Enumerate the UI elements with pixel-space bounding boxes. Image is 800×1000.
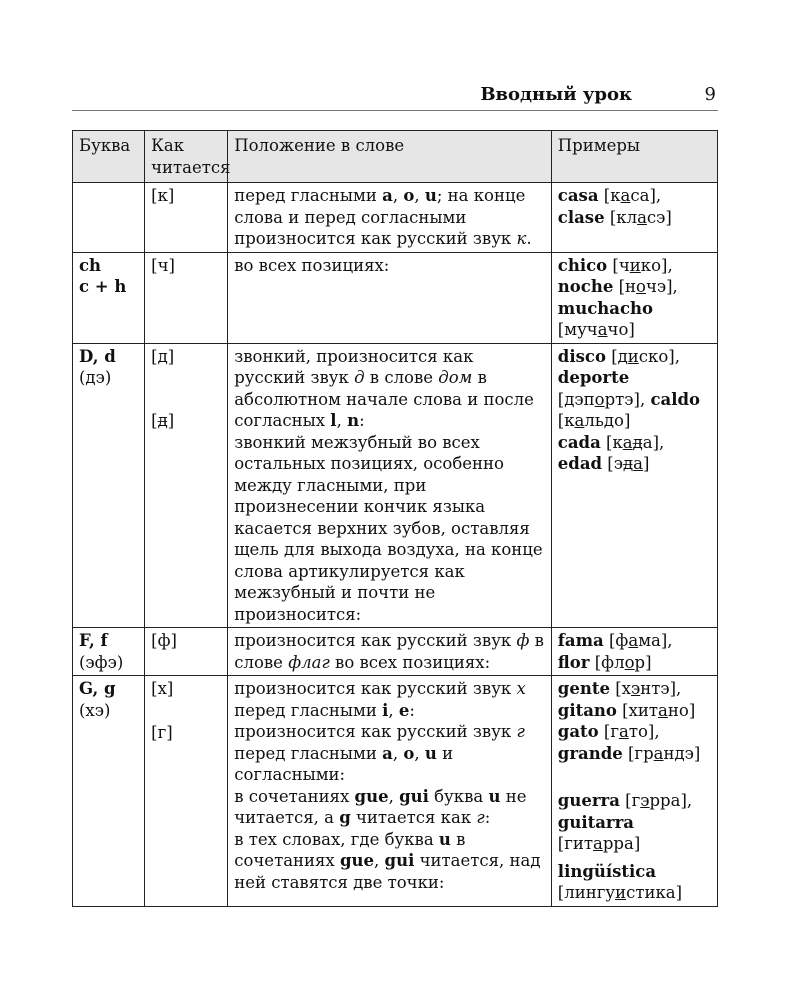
example-item: gitano [хитано] [557, 700, 696, 720]
sound-cell: [х] [г] [145, 676, 228, 907]
example-item: lingüística [лингуистика] [557, 861, 683, 902]
page-number: 9 [704, 84, 716, 105]
example-item: gente [хэнтэ], [557, 679, 682, 698]
col-header-position: Положение в слове [228, 131, 552, 183]
sound-cell: [ф] [145, 628, 228, 676]
examples-cell [551, 183, 717, 253]
example-item: noche [ночэ], [557, 277, 678, 296]
table-row-d [73, 343, 718, 628]
example-item: gato [гато], [557, 722, 660, 741]
letter-cell [73, 183, 145, 253]
example-item: muchacho [мучачо] [557, 298, 654, 339]
example-item: caldo [кальдо] [557, 389, 701, 430]
col-header-reading: Как читается [145, 131, 228, 183]
col-header-examples: Примеры [551, 131, 717, 183]
example-item: guitarra [гитарра] [557, 812, 641, 853]
example-item: flor [флор] [557, 652, 652, 672]
table-header-row [73, 131, 718, 183]
position-cell: произносится как русский звук х перед гласными i, e: произносится как русский звук г перед гласными a, o, u и согласными: в сочетаниях gue, gui буква u не читается, а g читается как г: в тех словах, где буква u в сочетаниях gue, gui читается, над ней ставятся две точки: [228, 676, 552, 907]
position-cell: произносится как русский звук ф в слове флаг во всех позициях: [228, 628, 552, 676]
examples-cell [551, 252, 717, 343]
pronunciation-table [72, 130, 718, 907]
example-item: cada [кад̶а], [557, 432, 665, 452]
examples-cell [551, 676, 717, 907]
example-item: deporte [дэпортэ], [557, 368, 646, 409]
sound-cell: [к] [145, 183, 228, 253]
table-row-ch [73, 252, 718, 343]
position-cell: звонкий, произносится как русский звук д в слове дом в абсолютном начале слова и после согласных l, n: звонкий межзубный во всех остальных позициях, особенно между гласными, при произнесении кончик языка касается верхних зубов, оставляя щель для выхода воздуха, на конце слова артикулируется как межзубный и почти не произносится: [228, 343, 552, 628]
example-item: clase [класэ] [557, 207, 672, 227]
example-item: guerra [гэрра], [557, 791, 693, 810]
sound-cell: [д] [д̶] [145, 343, 228, 628]
letter-cell: G, g (хэ) [73, 676, 145, 907]
letter-cell: ch c + h [73, 252, 145, 343]
letter-cell: D, d (дэ) [73, 343, 145, 628]
letter-cell: F, f (эфэ) [73, 628, 145, 676]
example-item: chico [чико], [557, 255, 673, 275]
table-row-c-k [73, 183, 718, 253]
col-header-letter: Буква [73, 131, 145, 183]
table-row-g [73, 676, 718, 907]
examples-cell [551, 628, 717, 676]
example-item: fama [фама], [557, 631, 673, 650]
example-item: disco [диско], [557, 346, 680, 366]
table-row-f [73, 628, 718, 676]
chapter-title: Вводный урок [480, 84, 632, 105]
position-cell: перед гласными a, o, u; на конце слова и перед согласными произносится как русский звук к. [228, 183, 552, 253]
sound-cell: [ч] [145, 252, 228, 343]
example-item: casa [каса], [557, 186, 662, 205]
running-head [72, 84, 718, 111]
example-item: grande [грандэ] [557, 743, 701, 763]
position-cell: во всех позициях: [228, 252, 552, 343]
examples-cell [551, 343, 717, 628]
example-item: edad [эд̶а] [557, 454, 650, 473]
